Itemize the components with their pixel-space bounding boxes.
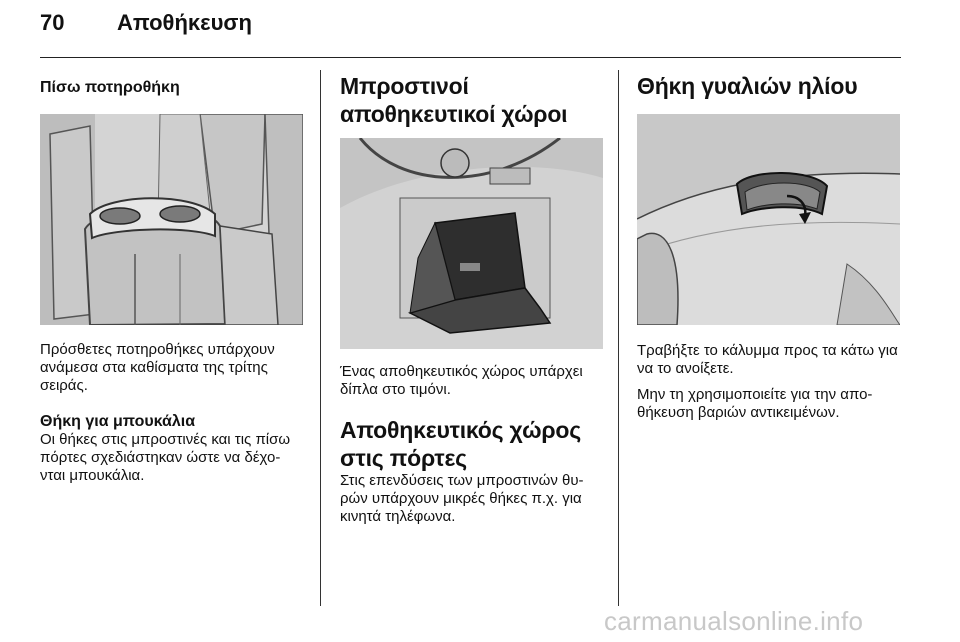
column-sunglasses-holder <box>637 72 902 422</box>
column-front-storage <box>340 72 605 526</box>
bottle-holder-text: Οι θήκες στις μπροστινές και τις πίσω πόρτες σχεδιάστηκαν ώστε να δέχο-νται μπουκάλια. <box>40 431 291 484</box>
header-rule <box>40 57 901 58</box>
sunglasses-text-2: Μην τη χρησιμοποιείτε για την απο-θήκευση βαριών αντικειμένων. <box>637 386 873 421</box>
column-divider-1 <box>320 70 321 606</box>
front-storage-text: Ένας αποθηκευτικός χώρος υπάρχει δίπλα στο τιμόνι. <box>340 363 583 398</box>
column-divider-2 <box>618 70 619 606</box>
page-number: 70 <box>40 10 65 35</box>
door-storage-text: Στις επενδύσεις των μπροστινών θυ-ρών υπάρχουν μικρές θήκες π.χ. για κινητά τηλέφωνα. <box>340 472 584 525</box>
column-rear-cupholder <box>40 72 305 485</box>
sunglasses-heading: Θήκη γυαλιών ηλίου <box>637 73 858 99</box>
page-title: Αποθήκευση <box>117 10 252 35</box>
watermark: carmanualsonline.info <box>604 606 864 636</box>
rear-cupholder-heading: Πίσω ποτηροθήκη <box>40 79 180 96</box>
rear-cupholder-text: Πρόσθετες ποτηροθήκες υπάρχουν ανάμεσα στα καθίσματα της τρίτης σειράς. <box>40 341 275 394</box>
front-storage-heading: Μπροστινοί αποθηκευτικοί χώροι <box>340 73 568 127</box>
rear-cupholder-illustration <box>40 114 303 325</box>
bottle-holder-heading: Θήκη για μπουκάλια <box>40 413 196 430</box>
front-storage-illustration <box>340 138 603 349</box>
sunglasses-text-1: Τραβήξτε το κάλυμμα προς τα κάτω για να το ανοίξετε. <box>637 342 898 377</box>
sunglasses-illustration <box>637 114 900 325</box>
door-storage-heading: Αποθηκευτικός χώρος στις πόρτες <box>340 417 581 471</box>
